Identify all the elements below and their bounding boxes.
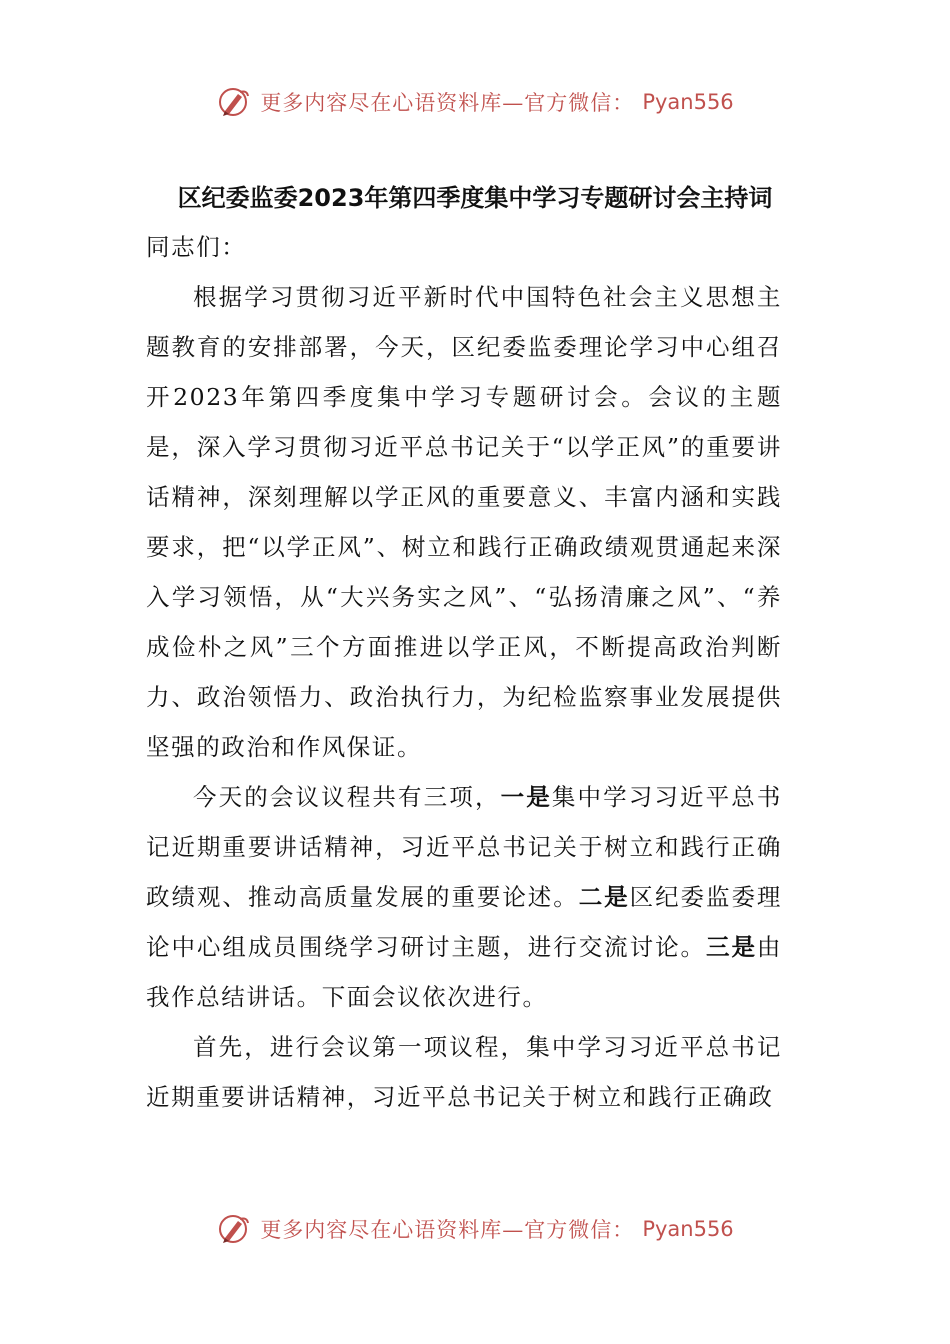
document-title: 区纪委监委2023年第四季度集中学习专题研讨会主持词 [177,184,773,212]
pen-logo-icon [216,1211,252,1247]
paragraph-2 [146,772,782,1022]
keyword-second: 二是 [578,883,630,911]
paragraph-2-item-2: 区纪委监委理论中心组成员围绕学习研讨主题，进行交流讨论。 [146,883,783,961]
paragraph-2-item-1: 集中学习习近平总书记近期重要讲话精神，习近平总书记关于树立和践行正确政绩观、推动高质量发展的重要论述。 [146,783,782,911]
paragraph-2-item-3: 由我作总结讲话。下面会议依次进行。 [146,933,783,1011]
footer-watermark [0,1211,950,1247]
keyword-first: 一是 [500,783,552,811]
watermark-id: Pyan556 [642,90,734,114]
watermark-text: 更多内容尽在心语资料库—官方微信： [260,91,635,115]
paragraph-1: 根据学习贯彻习近平新时代中国特色社会主义思想主题教育的安排部署，今天，区纪委监委理论学习中心组召开2023年第四季度集中学习专题研讨会。会议的主题是，深入学习贯彻习近平总书记关于“以学正风”的重要讲话精神，深刻理解以学正风的重要意义、丰富内涵和实践要求，把“以学正风”、树立和践行正确政绩观贯通起来深入学习领悟，从“大兴务实之风”、“弘扬清廉之风”、“养成俭朴之风”三个方面推进以学正风，不断提高政治判断力、政治领悟力、政治执行力，为纪检监察事业发展提供坚强的政治和作风保证。 [146,283,782,761]
document-body [146,222,782,1122]
pen-logo-icon [216,84,252,120]
salutation: 同志们： [146,233,247,261]
header-watermark [0,84,950,120]
watermark-id: Pyan556 [642,1217,734,1241]
watermark-text: 更多内容尽在心语资料库—官方微信： [260,1218,635,1242]
paragraph-2-intro: 今天的会议议程共有三项， [193,783,501,811]
keyword-third: 三是 [705,933,757,961]
paragraph-3: 首先，进行会议第一项议程，集中学习习近平总书记近期重要讲话精神，习近平总书记关于树立和践行正确政 [146,1033,782,1111]
